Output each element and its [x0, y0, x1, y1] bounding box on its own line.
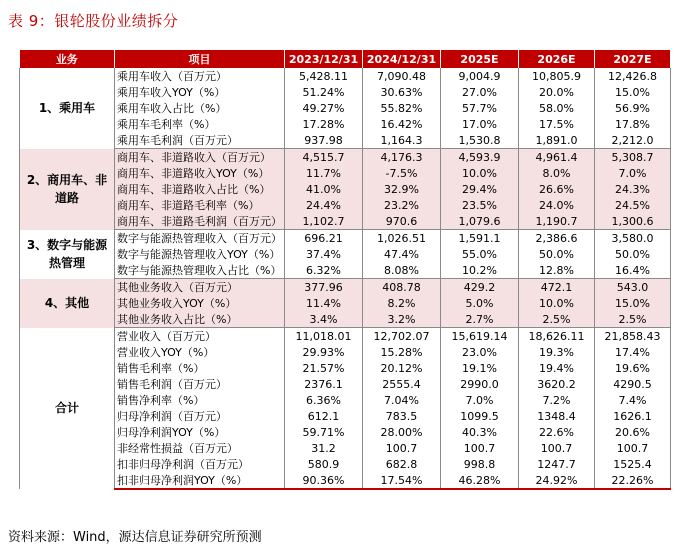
value-cell-2023: 37.4% [285, 246, 363, 262]
value-cell-2023: 59.71% [285, 424, 363, 440]
value-cell-2025e: 5.0% [441, 295, 519, 311]
col-header-2026e: 2026E [519, 50, 595, 68]
value-cell-2027e: 56.9% [595, 100, 671, 116]
value-cell-2025e: 1,079.6 [441, 213, 519, 230]
segment-label: 4、其他 [20, 279, 115, 328]
header-row [20, 50, 671, 68]
value-cell-2023: 11,018.01 [285, 328, 363, 345]
table-row [20, 279, 671, 296]
col-header-segment: 业务 [20, 50, 115, 68]
value-cell-2024: 20.12% [363, 360, 441, 376]
value-cell-2027e: 1525.4 [595, 456, 671, 472]
table-body [20, 68, 671, 489]
value-cell-2024: 23.2% [363, 197, 441, 213]
source-note: 资料来源：Wind，源达信息证券研究所预测 [8, 530, 262, 545]
value-cell-2027e: 2,212.0 [595, 132, 671, 149]
value-cell-2023: 24.4% [285, 197, 363, 213]
value-cell-2024: 2555.4 [363, 376, 441, 392]
table-row [20, 295, 671, 311]
item-label: 归母净利润（百万元） [115, 408, 285, 424]
value-cell-2025e: 1,591.1 [441, 230, 519, 247]
value-cell-2027e: 1,300.6 [595, 213, 671, 230]
value-cell-2024: 28.00% [363, 424, 441, 440]
table-row [20, 311, 671, 328]
col-header-2023: 2023/12/31 [285, 50, 363, 68]
value-cell-2026e: 10,805.9 [519, 68, 595, 84]
value-cell-2024: 1,026.51 [363, 230, 441, 247]
table-row [20, 181, 671, 197]
segment-label: 1、乘用车 [20, 68, 115, 149]
value-cell-2023: 51.24% [285, 84, 363, 100]
value-cell-2026e: 58.0% [519, 100, 595, 116]
value-cell-2026e: 2,386.6 [519, 230, 595, 247]
value-cell-2023: 1,102.7 [285, 213, 363, 230]
value-cell-2024: 8.2% [363, 295, 441, 311]
col-header-2024: 2024/12/31 [363, 50, 441, 68]
value-cell-2025e: 10.2% [441, 262, 519, 279]
table-row [20, 344, 671, 360]
item-label: 乘用车收入（百万元） [115, 68, 285, 84]
table-row [20, 440, 671, 456]
col-header-2027e: 2027E [595, 50, 671, 68]
table-title: 表 9：银轮股份业绩拆分 [8, 12, 179, 30]
value-cell-2027e: 7.0% [595, 165, 671, 181]
col-header-item: 项目 [115, 50, 285, 68]
value-cell-2026e: 1348.4 [519, 408, 595, 424]
value-cell-2026e: 2.5% [519, 311, 595, 328]
value-cell-2023: 612.1 [285, 408, 363, 424]
table-row [20, 246, 671, 262]
value-cell-2024: 55.82% [363, 100, 441, 116]
value-cell-2023: 6.36% [285, 392, 363, 408]
value-cell-2024: 8.08% [363, 262, 441, 279]
item-label: 非经常性损益（百万元） [115, 440, 285, 456]
value-cell-2026e: 19.3% [519, 344, 595, 360]
table-row [20, 84, 671, 100]
segment-label: 3、数字与能源热管理 [20, 230, 115, 279]
value-cell-2026e: 12.8% [519, 262, 595, 279]
value-cell-2027e: 5,308.7 [595, 149, 671, 166]
value-cell-2023: 580.9 [285, 456, 363, 472]
item-label: 乘用车毛利润（百万元） [115, 132, 285, 149]
item-label: 扣非归母净利润YOY（%） [115, 472, 285, 489]
value-cell-2024: 12,702.07 [363, 328, 441, 345]
value-cell-2023: 31.2 [285, 440, 363, 456]
value-cell-2025e: 998.8 [441, 456, 519, 472]
table-row [20, 230, 671, 247]
value-cell-2027e: 100.7 [595, 440, 671, 456]
table-row [20, 116, 671, 132]
table-row [20, 392, 671, 408]
value-cell-2027e: 17.8% [595, 116, 671, 132]
value-cell-2025e: 40.3% [441, 424, 519, 440]
value-cell-2025e: 55.0% [441, 246, 519, 262]
value-cell-2027e: 50.0% [595, 246, 671, 262]
value-cell-2027e: 24.5% [595, 197, 671, 213]
table-row [20, 68, 671, 84]
value-cell-2023: 6.32% [285, 262, 363, 279]
value-cell-2024: 970.6 [363, 213, 441, 230]
value-cell-2025e: 4,593.9 [441, 149, 519, 166]
value-cell-2024: 682.8 [363, 456, 441, 472]
value-cell-2025e: 17.0% [441, 116, 519, 132]
table-row [20, 197, 671, 213]
value-cell-2025e: 23.5% [441, 197, 519, 213]
value-cell-2024: 15.28% [363, 344, 441, 360]
value-cell-2024: -7.5% [363, 165, 441, 181]
value-cell-2026e: 8.0% [519, 165, 595, 181]
value-cell-2027e: 15.0% [595, 84, 671, 100]
table-row [20, 165, 671, 181]
value-cell-2023: 5,428.11 [285, 68, 363, 84]
table-row [20, 376, 671, 392]
value-cell-2025e: 46.28% [441, 472, 519, 489]
table-row [20, 149, 671, 166]
item-label: 商用车、非道路收入占比（%） [115, 181, 285, 197]
value-cell-2023: 377.96 [285, 279, 363, 296]
value-cell-2027e: 1626.1 [595, 408, 671, 424]
value-cell-2025e: 1099.5 [441, 408, 519, 424]
value-cell-2023: 4,515.7 [285, 149, 363, 166]
value-cell-2026e: 20.0% [519, 84, 595, 100]
value-cell-2025e: 9,004.9 [441, 68, 519, 84]
col-header-2025e: 2025E [441, 50, 519, 68]
table-row [20, 213, 671, 230]
value-cell-2026e: 3620.2 [519, 376, 595, 392]
table-row [20, 424, 671, 440]
item-label: 乘用车收入占比（%） [115, 100, 285, 116]
table-row [20, 262, 671, 279]
value-cell-2026e: 17.5% [519, 116, 595, 132]
value-cell-2025e: 23.0% [441, 344, 519, 360]
value-cell-2023: 21.57% [285, 360, 363, 376]
value-cell-2024: 783.5 [363, 408, 441, 424]
value-cell-2026e: 1,891.0 [519, 132, 595, 149]
value-cell-2024: 17.54% [363, 472, 441, 489]
value-cell-2023: 3.4% [285, 311, 363, 328]
value-cell-2023: 90.36% [285, 472, 363, 489]
value-cell-2026e: 472.1 [519, 279, 595, 296]
value-cell-2024: 3.2% [363, 311, 441, 328]
item-label: 营业收入YOY（%） [115, 344, 285, 360]
value-cell-2025e: 429.2 [441, 279, 519, 296]
table-row [20, 360, 671, 376]
value-cell-2027e: 19.6% [595, 360, 671, 376]
value-cell-2026e: 18,626.11 [519, 328, 595, 345]
value-cell-2023: 17.28% [285, 116, 363, 132]
item-label: 数字与能源热管理收入（百万元） [115, 230, 285, 247]
value-cell-2025e: 7.0% [441, 392, 519, 408]
value-cell-2025e: 29.4% [441, 181, 519, 197]
value-cell-2025e: 27.0% [441, 84, 519, 100]
value-cell-2024: 7,090.48 [363, 68, 441, 84]
item-label: 数字与能源热管理收入YOY（%） [115, 246, 285, 262]
segment-label: 合计 [20, 328, 115, 490]
earnings-breakdown-table [19, 50, 671, 490]
item-label: 商用车、非道路毛利润（百万元） [115, 213, 285, 230]
value-cell-2025e: 2990.0 [441, 376, 519, 392]
item-label: 扣非归母净利润（百万元） [115, 456, 285, 472]
value-cell-2026e: 22.6% [519, 424, 595, 440]
item-label: 商用车、非道路收入YOY（%） [115, 165, 285, 181]
value-cell-2027e: 7.4% [595, 392, 671, 408]
value-cell-2027e: 17.4% [595, 344, 671, 360]
value-cell-2027e: 20.6% [595, 424, 671, 440]
value-cell-2026e: 1247.7 [519, 456, 595, 472]
value-cell-2026e: 26.6% [519, 181, 595, 197]
value-cell-2024: 47.4% [363, 246, 441, 262]
value-cell-2024: 1,164.3 [363, 132, 441, 149]
value-cell-2023: 2376.1 [285, 376, 363, 392]
value-cell-2023: 696.21 [285, 230, 363, 247]
item-label: 销售净利率（%） [115, 392, 285, 408]
value-cell-2026e: 7.2% [519, 392, 595, 408]
value-cell-2027e: 21,858.43 [595, 328, 671, 345]
table-row [20, 472, 671, 489]
item-label: 乘用车毛利率（%） [115, 116, 285, 132]
value-cell-2023: 11.4% [285, 295, 363, 311]
value-cell-2024: 30.63% [363, 84, 441, 100]
item-label: 数字与能源热管理收入占比（%） [115, 262, 285, 279]
item-label: 其他业务收入占比（%） [115, 311, 285, 328]
value-cell-2024: 7.04% [363, 392, 441, 408]
value-cell-2025e: 10.0% [441, 165, 519, 181]
value-cell-2023: 11.7% [285, 165, 363, 181]
value-cell-2026e: 19.4% [519, 360, 595, 376]
value-cell-2024: 408.78 [363, 279, 441, 296]
value-cell-2025e: 15,619.14 [441, 328, 519, 345]
value-cell-2026e: 24.0% [519, 197, 595, 213]
item-label: 商用车、非道路收入（百万元） [115, 149, 285, 166]
value-cell-2025e: 57.7% [441, 100, 519, 116]
value-cell-2026e: 100.7 [519, 440, 595, 456]
value-cell-2023: 937.98 [285, 132, 363, 149]
table-row [20, 456, 671, 472]
value-cell-2026e: 10.0% [519, 295, 595, 311]
value-cell-2026e: 4,961.4 [519, 149, 595, 166]
value-cell-2023: 49.27% [285, 100, 363, 116]
item-label: 商用车、非道路毛利率（%） [115, 197, 285, 213]
item-label: 其他业务收入（百万元） [115, 279, 285, 296]
value-cell-2027e: 16.4% [595, 262, 671, 279]
value-cell-2025e: 100.7 [441, 440, 519, 456]
item-label: 归母净利润YOY（%） [115, 424, 285, 440]
table-row [20, 328, 671, 345]
table-row [20, 100, 671, 116]
value-cell-2027e: 543.0 [595, 279, 671, 296]
value-cell-2027e: 3,580.0 [595, 230, 671, 247]
value-cell-2023: 29.93% [285, 344, 363, 360]
item-label: 营业收入（百万元） [115, 328, 285, 345]
value-cell-2026e: 1,190.7 [519, 213, 595, 230]
value-cell-2025e: 1,530.8 [441, 132, 519, 149]
item-label: 其他业务收入YOY（%） [115, 295, 285, 311]
value-cell-2027e: 2.5% [595, 311, 671, 328]
value-cell-2024: 100.7 [363, 440, 441, 456]
value-cell-2026e: 24.92% [519, 472, 595, 489]
segment-label: 2、商用车、非道路 [20, 149, 115, 230]
table-row [20, 132, 671, 149]
value-cell-2024: 16.42% [363, 116, 441, 132]
value-cell-2024: 32.9% [363, 181, 441, 197]
item-label: 乘用车收入YOY（%） [115, 84, 285, 100]
value-cell-2027e: 22.26% [595, 472, 671, 489]
value-cell-2027e: 24.3% [595, 181, 671, 197]
value-cell-2027e: 4290.5 [595, 376, 671, 392]
value-cell-2025e: 2.7% [441, 311, 519, 328]
table-row [20, 408, 671, 424]
value-cell-2025e: 19.1% [441, 360, 519, 376]
item-label: 销售毛利率（%） [115, 360, 285, 376]
value-cell-2024: 4,176.3 [363, 149, 441, 166]
value-cell-2027e: 15.0% [595, 295, 671, 311]
value-cell-2023: 41.0% [285, 181, 363, 197]
item-label: 销售毛利润（百万元） [115, 376, 285, 392]
value-cell-2027e: 12,426.8 [595, 68, 671, 84]
value-cell-2026e: 50.0% [519, 246, 595, 262]
